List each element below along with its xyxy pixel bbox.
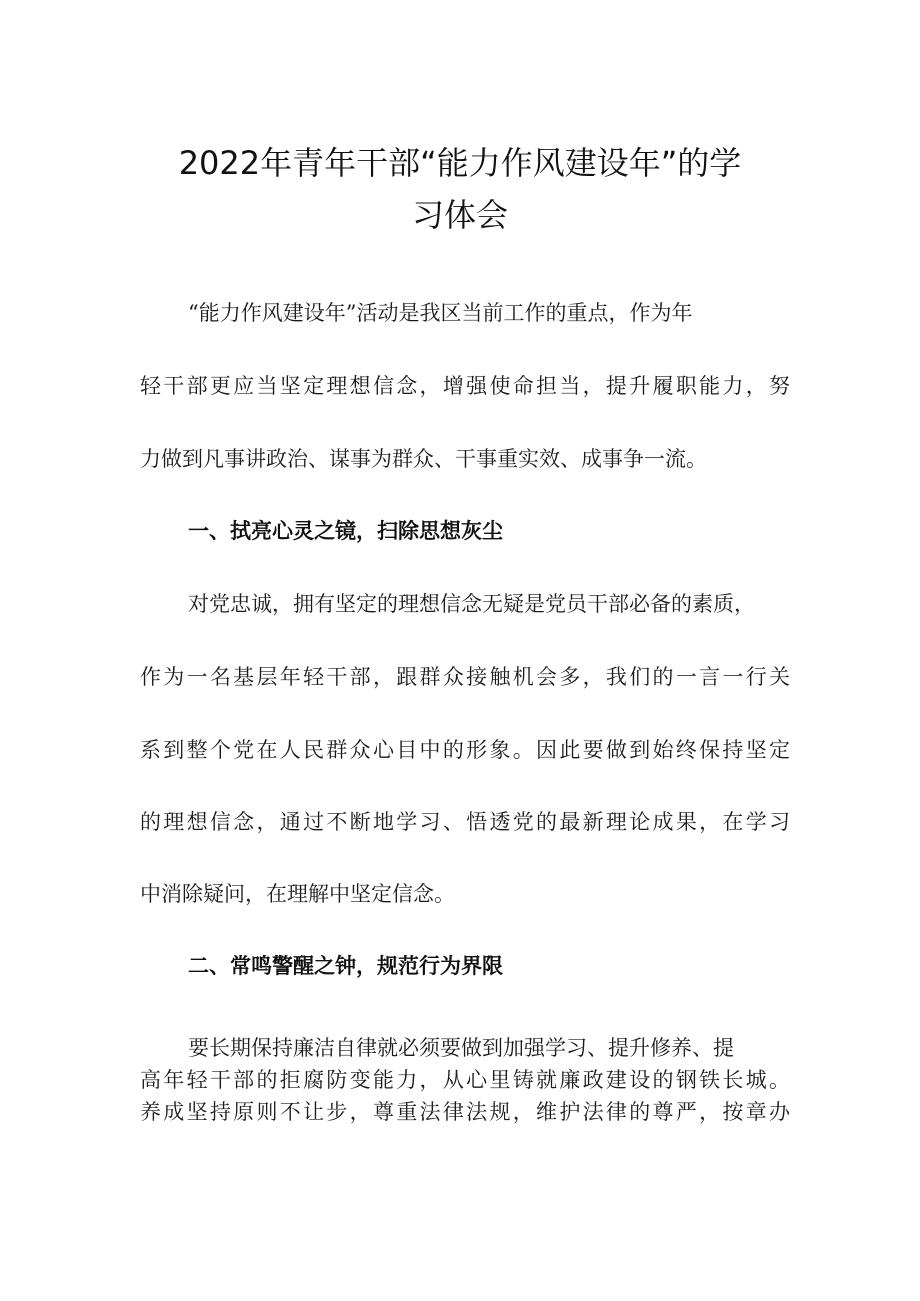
section-1-line-5: 中消除疑问，在理解中坚定信念。: [140, 882, 455, 906]
document-title-line-1: 2022年青年干部“能力作风建设年”的学: [178, 144, 742, 182]
intro-line-3: 力做到凡事讲政治、谋事为群众、干事重实效、成事争一流。: [140, 447, 707, 471]
section-2-line-2: 高年轻干部的拒腐防变能力，从心里铸就廉政建设的钢铁长城。: [140, 1068, 790, 1092]
section-1-line-3: 系到整个党在人民群众心目中的形象。因此要做到始终保持坚定: [140, 738, 790, 762]
section-2-line-1: 要长期保持廉洁自律就必须要做到加强学习、提升修养、提: [188, 1036, 734, 1060]
section-1-line-2: 作为一名基层年轻干部，跟群众接触机会多，我们的一言一行关: [140, 665, 790, 689]
section-1-heading: 一、拭亮心灵之镜，扫除思想灰尘: [188, 519, 503, 543]
section-1-line-1: 对党忠诚，拥有坚定的理想信念无疑是党员干部必备的素质，: [188, 592, 755, 616]
section-2-line-3: 养成坚持原则不让步，尊重法律法规，维护法律的尊严，按章办: [140, 1100, 790, 1124]
intro-line-2: 轻干部更应当坚定理想信念，增强使命担当，提升履职能力，努: [140, 374, 790, 398]
section-1-line-4: 的理想信念，通过不断地学习、悟透党的最新理论成果，在学习: [140, 810, 790, 834]
document-title-line-2: 习体会: [411, 196, 508, 234]
intro-line-1: “能力作风建设年”活动是我区当前工作的重点，作为年: [188, 301, 693, 325]
section-2-heading: 二、常鸣警醒之钟，规范行为界限: [188, 954, 503, 978]
